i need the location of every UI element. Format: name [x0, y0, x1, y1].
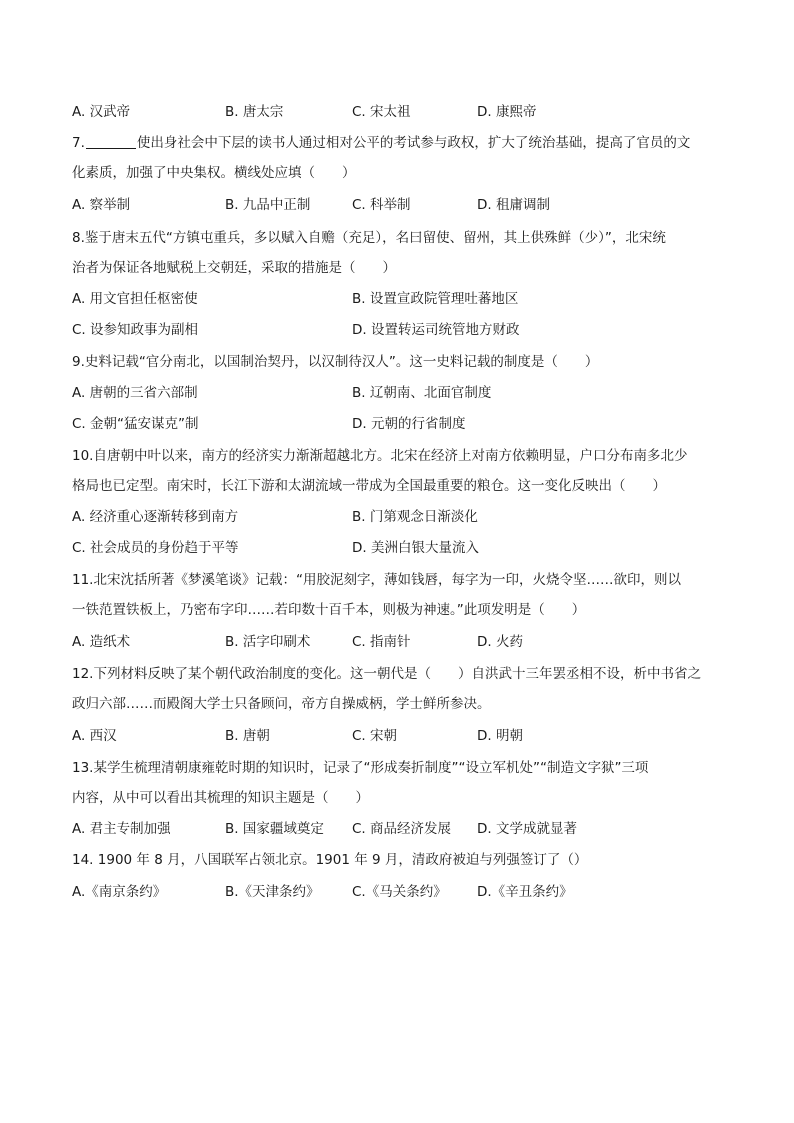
q8-option-d: D. 设置转运司统管地方财政 [352, 322, 520, 338]
q12-stem-line1: 12.下列材料反映了某个朝代政治制度的变化。这一朝代是（ ）自洪武十三年罢丞相不设，析中书省之 [72, 666, 701, 682]
q11-option-d: D. 火药 [477, 634, 523, 650]
q6-option-b: B. 唐太宗 [225, 104, 284, 120]
q14-option-a: A.《南京条约》 [72, 884, 167, 900]
q7-text: 使出身社会中下层的读书人通过相对公平的考试参与政权，扩大了统治基础，提高了官员的文 [136, 135, 691, 151]
q9-option-a: A. 唐朝的三省六部制 [72, 385, 198, 401]
q12-option-c: C. 宋朝 [352, 728, 398, 744]
q10-option-b: B. 门第观念日渐淡化 [352, 509, 478, 525]
q12-option-d: D. 明朝 [477, 728, 523, 744]
q9-stem-line1: 9.史料记载“官分南北，以国制治契丹，以汉制待汉人”。这一史料记载的制度是（ ） [72, 354, 599, 370]
q11-option-b: B. 活字印刷术 [225, 634, 311, 650]
q7-blank [86, 134, 136, 149]
q8-option-c: C. 设参知政事为副相 [72, 322, 199, 338]
q10-stem-line2: 格局也已定型。南宋时，长江下游和太湖流域一带成为全国最重要的粮仓。这一变化反映出（ ） [72, 478, 666, 494]
q13-option-a: A. 君主专制加强 [72, 821, 171, 837]
q9-option-b: B. 辽朝南、北面官制度 [352, 385, 492, 401]
q8-option-a: A. 用文官担任枢密使 [72, 291, 198, 307]
q14-option-b: B.《天津条约》 [225, 884, 320, 900]
q9-option-c: C. 金朝“猛安谋克”制 [72, 416, 199, 432]
q7-stem-line2: 化素质，加强了中央集权。横线处应填（ ） [72, 165, 356, 181]
q6-option-d: D. 康熙帝 [477, 104, 537, 120]
q11-option-c: C. 指南针 [352, 634, 411, 650]
q8-option-b: B. 设置宣政院管理吐蕃地区 [352, 291, 519, 307]
q14-stem-line1: 14. 1900 年 8 月，八国联军占领北京。1901 年 9 月，清政府被迫与列强签订了（） [72, 852, 588, 868]
q10-option-c: C. 社会成员的身份趋于平等 [72, 540, 239, 556]
q12-option-a: A. 西汉 [72, 728, 117, 744]
q12-stem-line2: 政归六部……而殿阁大学士只备顾问，帝方自操威柄，学士鲜所参决。 [72, 696, 491, 712]
q13-stem-line1: 13.某学生梳理清朝康雍乾时期的知识时，记录了“形成奏折制度”“设立军机处”“制造文字狱”三项 [72, 760, 649, 776]
q10-stem-line1: 10.自唐朝中叶以来，南方的经济实力渐渐超越北方。北宋在经济上对南方依赖明显，户口分布南多北少 [72, 448, 688, 464]
q7-option-a: A. 察举制 [72, 197, 131, 213]
q7-option-c: C. 科举制 [352, 197, 411, 213]
q8-stem-line1: 8.鉴于唐末五代“方镇屯重兵，多以赋入自赡（充足），名曰留使、留州，其上供殊鲜（少）”，北宋统 [72, 230, 666, 246]
q7-option-d: D. 租庸调制 [477, 197, 550, 213]
q14-option-c: C.《马关条约》 [352, 884, 447, 900]
q10-option-d: D. 美洲白银大量流入 [352, 540, 479, 556]
q11-option-a: A. 造纸术 [72, 634, 131, 650]
q10-option-a: A. 经济重心逐渐转移到南方 [72, 509, 239, 525]
q13-option-c: C. 商品经济发展 [352, 821, 452, 837]
q14-option-d: D.《辛丑条约》 [477, 884, 573, 900]
q6-option-c: C. 宋太祖 [352, 104, 411, 120]
q7-stem-line1 [72, 133, 690, 153]
q12-option-b: B. 唐朝 [225, 728, 270, 744]
q11-stem-line2: 一铁范置铁板上，乃密布字印……若印数十百千本，则极为神速。”此项发明是（ ） [72, 602, 586, 618]
q7-option-b: B. 九品中正制 [225, 197, 311, 213]
q11-stem-line1: 11.北宋沈括所著《梦溪笔谈》记载：“用胶泥刻字，薄如钱唇，每字为一印，火烧令坚……欲印，则以 [72, 572, 681, 588]
q13-option-d: D. 文学成就显著 [477, 821, 577, 837]
q13-option-b: B. 国家疆域奠定 [225, 821, 324, 837]
q9-option-d: D. 元朝的行省制度 [352, 416, 466, 432]
q13-stem-line2: 内容，从中可以看出其梳理的知识主题是（ ） [72, 790, 369, 806]
q6-option-a: A. 汉武帝 [72, 104, 131, 120]
q8-stem-line2: 治者为保证各地赋税上交朝廷，采取的措施是（ ） [72, 260, 396, 276]
q7-number: 7. [72, 135, 85, 151]
